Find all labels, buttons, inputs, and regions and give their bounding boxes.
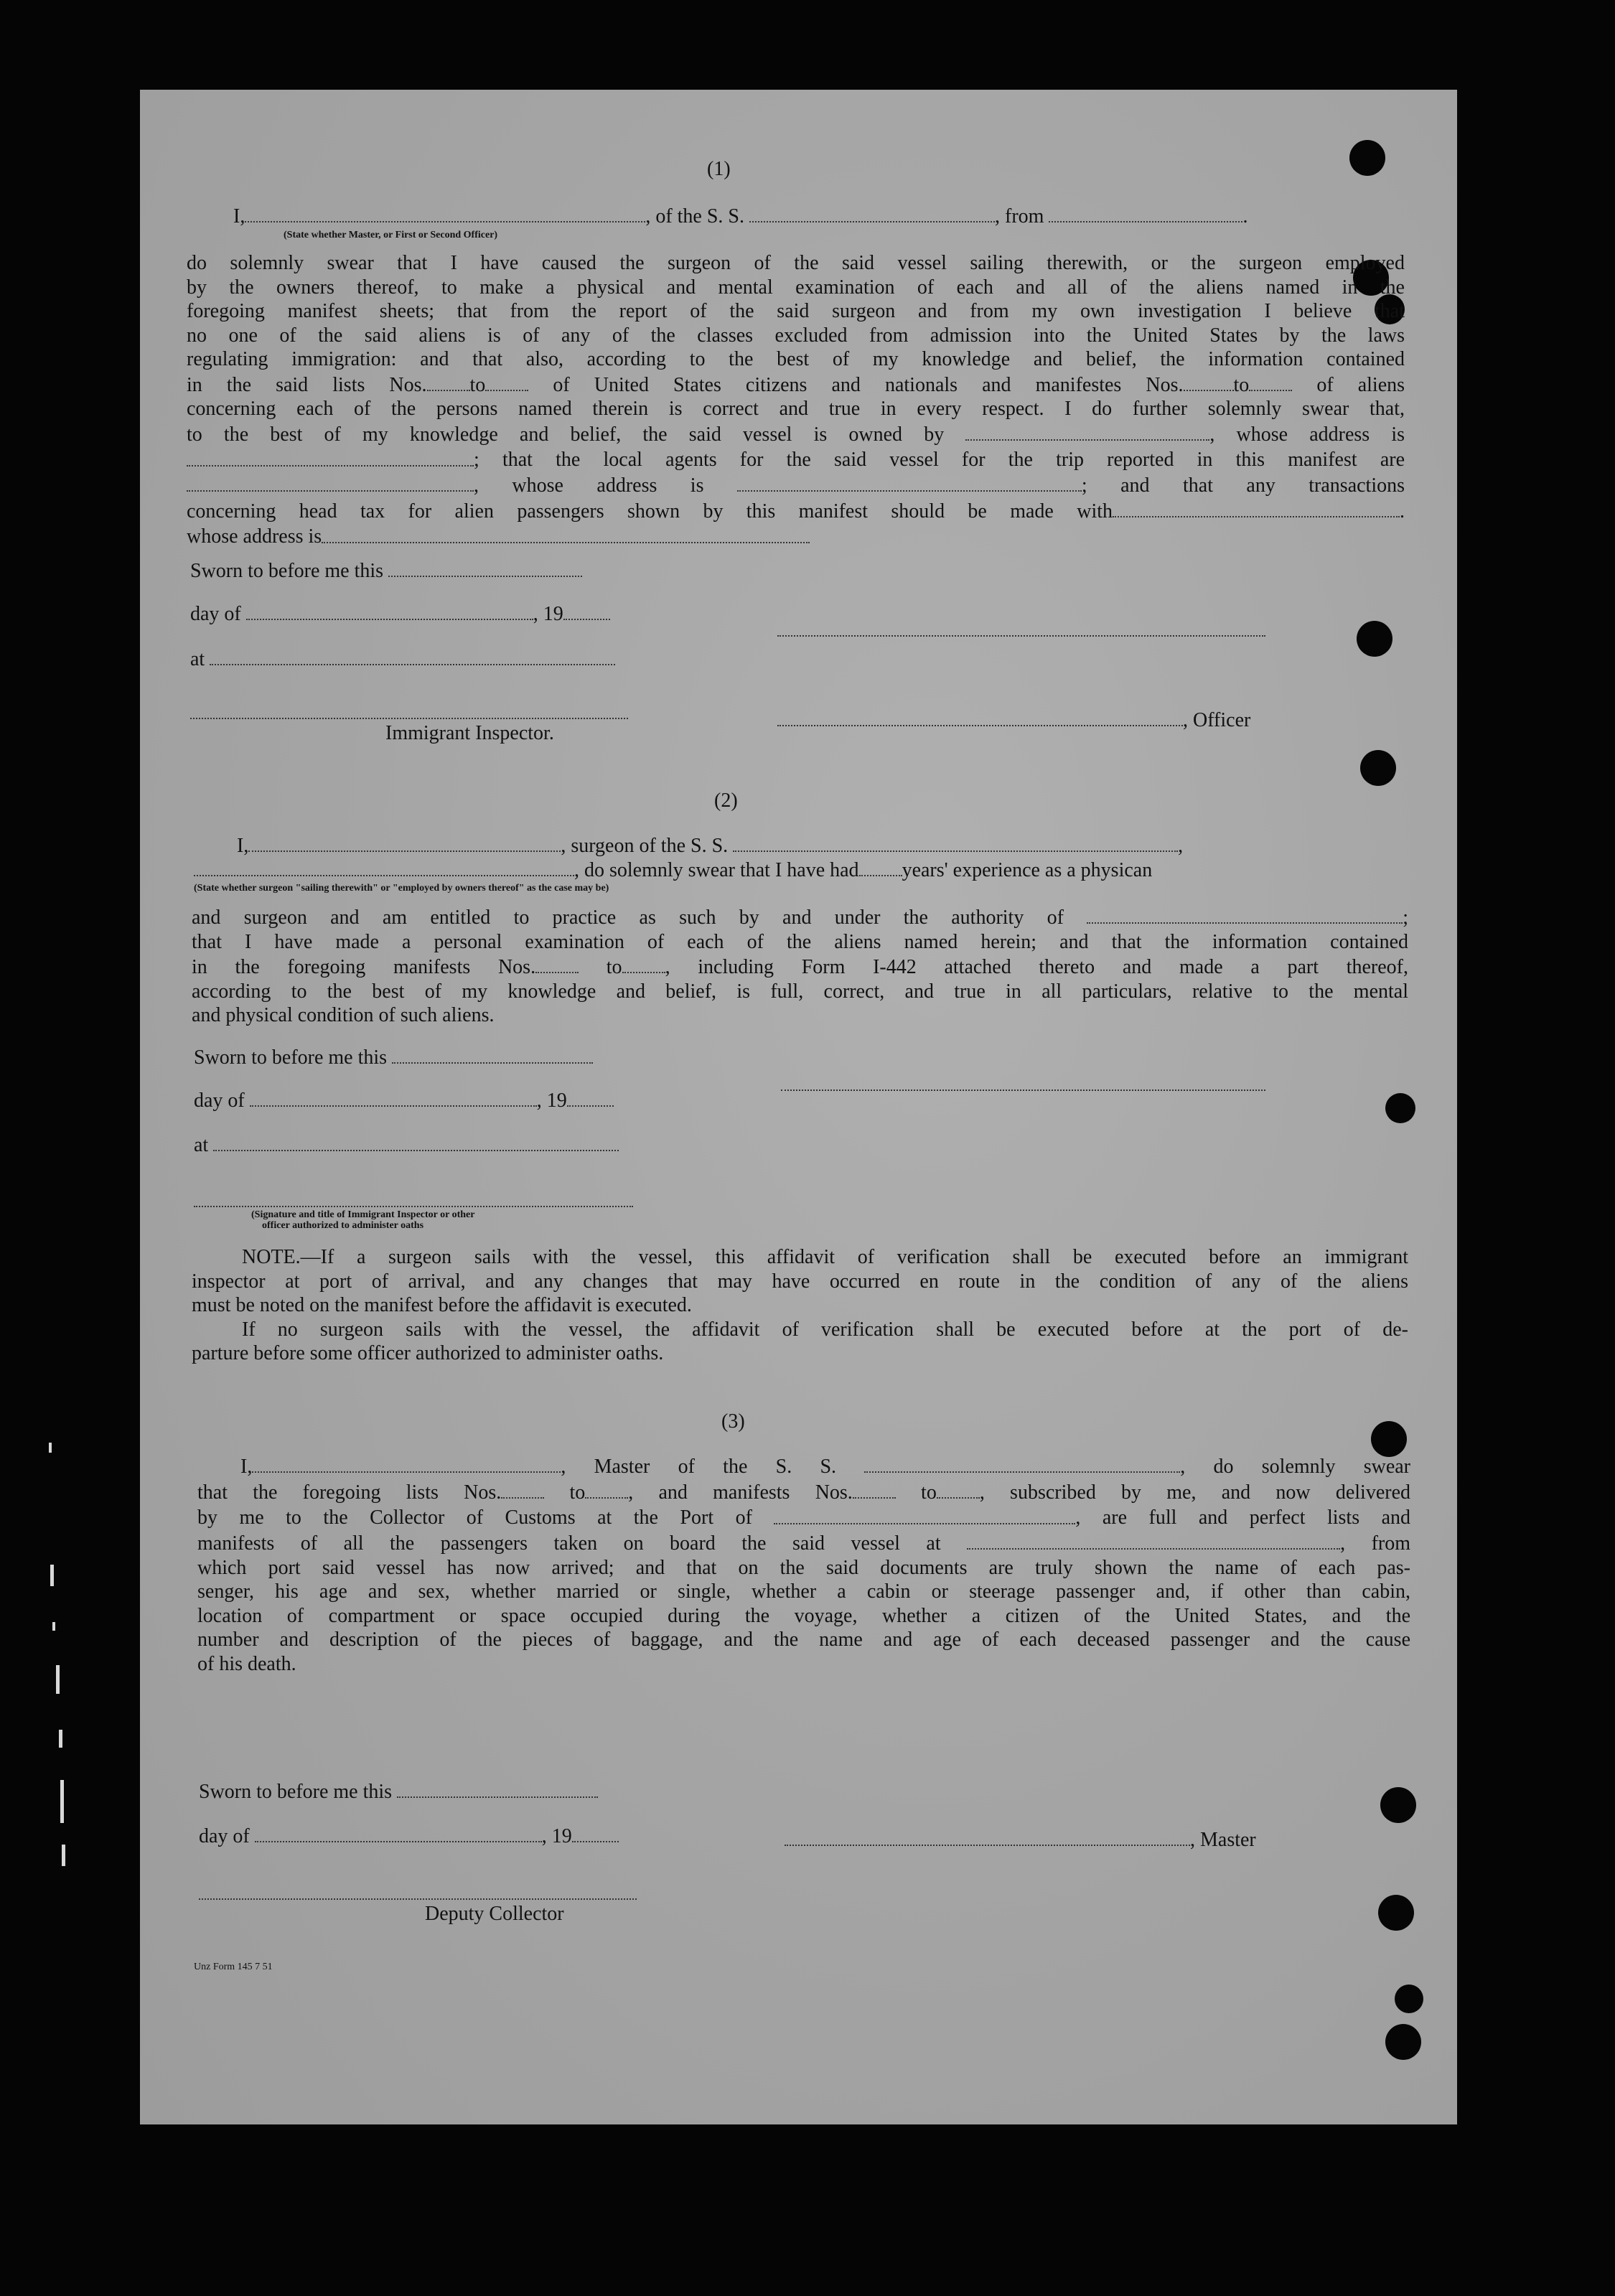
section-1-at: at bbox=[190, 646, 615, 671]
section-1-body: do solemnly swear that I have caused the surgeon of the said vessel sailing therewith, or the surgeon employed by the owners thereof, to make a physical and mental examination of each and all of the aliens named in the foregoing manifest sheets; that from the report of the said surgeon and from my own investigation I believe that no one of the said aliens is of any of the classes excluded from admission into the United States by the laws regulating immigration: and that also, according to the best of my knowledge and belief, the information contained in the said lists Nos. to of United States citizens and nationals and manifestes Nos. to of aliens concerning each of the persons named therein is correct and true in every respect. I do further solemnly swear that, to the best of my knowledge and belief, the said vessel is owned by , whose address is ; that the local agents for the said vessel for the trip reported in this manifest are , whose address is ; and that any transactions concerning head tax for alien passengers shown by this manifest should be made with . whose address is bbox=[187, 252, 1405, 548]
section-2-body: and surgeon and am entitled to practice as such by and under the authority of ; that I have made a personal examination of each of the aliens named herein; and that the information contained in the foregoing manifests Nos. to , including Form I-442 attached thereto and made a part thereof, according to the best of my knowledge and belief, is full, correct, and true in all particulars, relative to the mental and physical condition of such aliens. bbox=[192, 904, 1408, 1028]
section-3-sworn: Sworn to before me this bbox=[199, 1779, 598, 1804]
section-2-line-2: , do solemnly swear that I have had years' experience as a physican bbox=[194, 857, 1152, 882]
section-2-sig-caption-2: officer authorized to administer oaths bbox=[262, 1220, 424, 1231]
border-speck bbox=[49, 1443, 52, 1453]
section-3-master: , Master bbox=[785, 1827, 1256, 1852]
document-page bbox=[140, 90, 1457, 2124]
form-identifier: Unz Form 145 7 51 bbox=[194, 1962, 273, 1972]
border-speck bbox=[62, 1845, 65, 1866]
border-speck bbox=[52, 1622, 55, 1631]
section-1-signature-line bbox=[777, 635, 1265, 637]
section-2-note: NOTE.—If a surgeon sails with the vessel, this affidavit of verification shall be executed before an immigrant inspector at port of arrival, and any changes that may have occurred en route in the condition of any of the aliens must be noted on the manifest before the affidavit is executed. If no surgeon sails with the vessel, the affidavit of verification shall be executed before at the port of de- parture before some officer authorized to administer oaths. bbox=[192, 1246, 1408, 1364]
border-speck bbox=[60, 1780, 64, 1823]
section-1-inspector-title: Immigrant Inspector. bbox=[385, 722, 554, 744]
punch-hole bbox=[1395, 1985, 1423, 2013]
section-1-day-of: day of , 19 bbox=[190, 601, 610, 626]
punch-hole bbox=[1385, 1093, 1415, 1123]
section-1-sworn: Sworn to before me this bbox=[190, 558, 582, 583]
section-1-officer: , Officer bbox=[777, 707, 1250, 732]
section-2-signature-line bbox=[781, 1090, 1265, 1091]
section-3-deputy-title: Deputy Collector bbox=[425, 1903, 564, 1925]
section-2-line-1: I, , surgeon of the S. S. , bbox=[237, 833, 1183, 858]
punch-hole bbox=[1385, 2024, 1421, 2060]
section-2-caption: (State whether surgeon "sailing therewith" or "employed by owners thereof" as the case may be) bbox=[194, 883, 609, 894]
section-1-line-1: I, , of the S. S. , from . bbox=[233, 203, 1247, 228]
punch-hole bbox=[1378, 1895, 1414, 1931]
punch-hole bbox=[1349, 140, 1385, 176]
border-speck bbox=[59, 1730, 62, 1748]
section-1-caption: (State whether Master, or First or Second Officer) bbox=[284, 230, 498, 240]
section-1-inspector-line bbox=[190, 718, 628, 719]
section-2-sig-caption-1: (Signature and title of Immigrant Inspector or other bbox=[251, 1209, 475, 1220]
section-3-number: (3) bbox=[721, 1410, 745, 1433]
section-3-collector-line bbox=[199, 1898, 637, 1900]
section-2-day-of: day of , 19 bbox=[194, 1087, 614, 1112]
punch-hole bbox=[1380, 1787, 1416, 1823]
section-3-day-of: day of , 19 bbox=[199, 1823, 619, 1848]
punch-hole bbox=[1357, 621, 1392, 657]
section-1-number: (1) bbox=[707, 158, 731, 180]
punch-hole bbox=[1360, 750, 1396, 786]
border-speck bbox=[56, 1665, 60, 1694]
section-2-at: at bbox=[194, 1132, 619, 1157]
border-speck bbox=[50, 1565, 54, 1586]
punch-hole bbox=[1371, 1421, 1407, 1457]
section-3-body: I, , Master of the S. S. , do solemnly swear that the foregoing lists Nos. to , and manifests Nos. to , subscribed by me, and now delivered by me to the Collector of Customs at the Port of , are full and perfect lists and manifests of all the passengers taken on board the said vessel at , from which port said vessel has now arrived; and that on the said documents are truly shown the name of each pas- senger, his age and sex, whether married or single, whether a cabin or steerage passenger and, if other than cabin, location of compartment or space occupied during the voyage, whether a citizen of the United States, and the number and description of the pieces of baggage, and the name and age of each deceased passenger and the cause of his death. bbox=[197, 1453, 1410, 1676]
section-2-number: (2) bbox=[714, 789, 738, 812]
section-2-sworn: Sworn to before me this bbox=[194, 1044, 593, 1069]
section-2-inspector-line bbox=[194, 1206, 633, 1207]
